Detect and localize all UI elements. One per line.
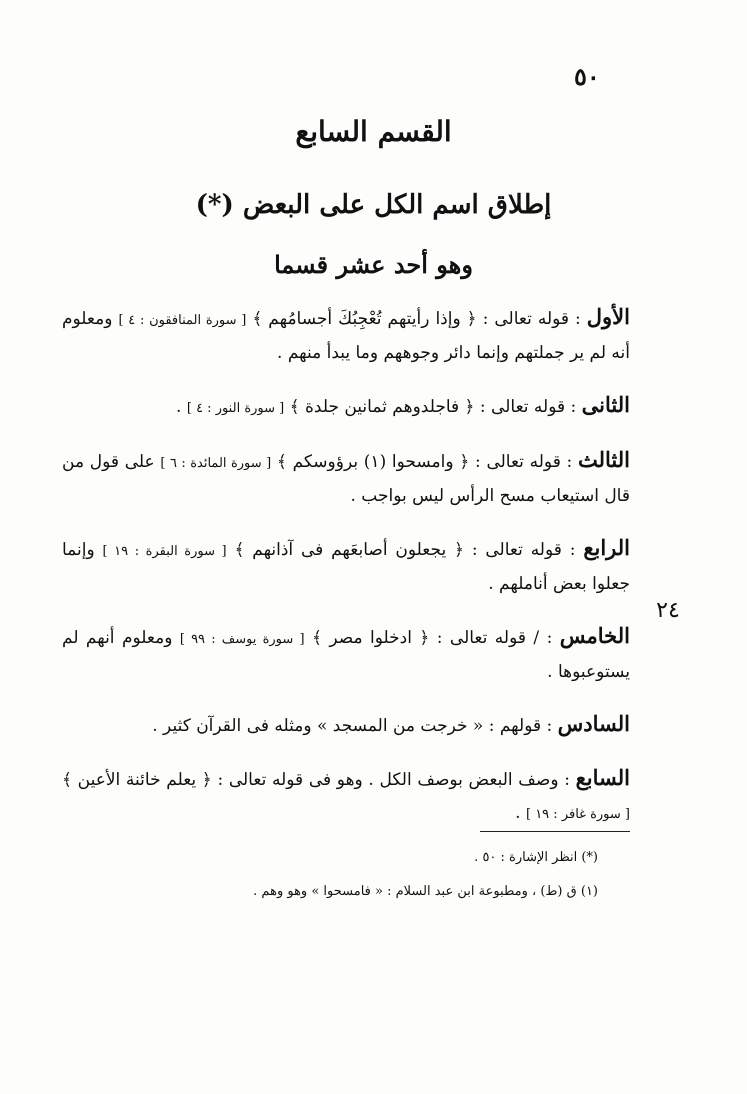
verse-reference: [ سورة يوسف : ٩٩ ] <box>179 632 305 647</box>
verse-reference: [ سورة البقرة : ١٩ ] <box>102 544 227 559</box>
paragraph-2 <box>62 388 630 425</box>
paragraph-text: : قوله تعالى : ﴿ وإذا رأيتهم تُعْجِبُكَ أجسامُهم ﴾ <box>246 309 587 329</box>
paragraph-text: : قوله تعالى : ﴿ وامسحوا (١) برؤوسكم ﴾ <box>271 452 578 472</box>
chapter-subtitle: وهو أحد عشر قسما <box>274 250 473 279</box>
paragraph-tail: وإنما جعلوا بعض أناملهم . <box>62 540 630 594</box>
verse-reference: [ سورة المائدة : ٦ ] <box>160 456 272 471</box>
verse-reference: [ سورة المنافقون : ٤ ] <box>118 313 247 328</box>
section-title: القسم السابع <box>295 115 452 148</box>
verse-reference: [ سورة النور : ٤ ] <box>186 401 285 416</box>
footnote-1: (*) انظر الإشارة : ٥٠ . <box>474 850 598 865</box>
paragraph-term: السابع <box>575 765 630 790</box>
paragraph-1 <box>62 300 630 370</box>
original-page-marker: ٢٤ <box>656 598 680 623</box>
paragraph-tail: . <box>515 803 526 823</box>
paragraph-term: الثانى <box>581 392 630 417</box>
paragraph-6 <box>62 707 630 743</box>
body-text <box>62 300 630 849</box>
page-number: ٥٠ <box>574 62 600 91</box>
paragraph-text: : قولهم : « خرجت من المسجد » ومثله فى القرآن كثير . <box>152 716 558 736</box>
paragraph-tail: ومعلوم أنه لم ير جملتهم وإنما دائر وجوههم وما يبدأ منهم . <box>62 309 630 363</box>
paragraph-tail: ومعلوم أنهم لم يستوعبوها . <box>62 628 630 682</box>
paragraph-term: الثالث <box>578 447 630 472</box>
footnote-2: (١) ق (ط) ، ومطبوعة ابن عبد السلام : « فامسحوا » وهو وهم . <box>253 884 598 899</box>
verse-reference: [ سورة غافر : ١٩ ] <box>525 807 630 822</box>
paragraph-tail: . <box>176 397 187 417</box>
footnote-divider <box>480 831 630 832</box>
paragraph-text: : قوله تعالى : ﴿ فاجلدوهم ثمانين جلدة ﴾ <box>284 397 582 417</box>
paragraph-5 <box>62 619 630 689</box>
paragraph-term: الخامس <box>559 623 630 648</box>
paragraph-text: : وصف البعض بوصف الكل . وهو فى قوله تعالى : ﴿ يعلم خائنة الأعين ﴾ <box>62 770 576 790</box>
paragraph-term: السادس <box>557 711 630 736</box>
paragraph-text: : قوله تعالى : ﴿ يجعلون أصابعَهم فى آذانهم ﴾ <box>226 540 584 560</box>
paragraph-7 <box>62 761 630 831</box>
paragraph-term: الأول <box>586 304 630 329</box>
paragraph-tail: على قول من قال استيعاب مسح الرأس ليس بواجب . <box>62 452 630 506</box>
footnotes <box>150 848 598 916</box>
paragraph-3 <box>62 443 630 513</box>
paragraph-4 <box>62 531 630 601</box>
paragraph-term: الرابع <box>583 535 630 560</box>
chapter-title: إطلاق اسم الكل على البعض (*) <box>195 190 552 220</box>
paragraph-text: : / قوله تعالى : ﴿ ادخلوا مصر ﴾ <box>304 628 560 648</box>
